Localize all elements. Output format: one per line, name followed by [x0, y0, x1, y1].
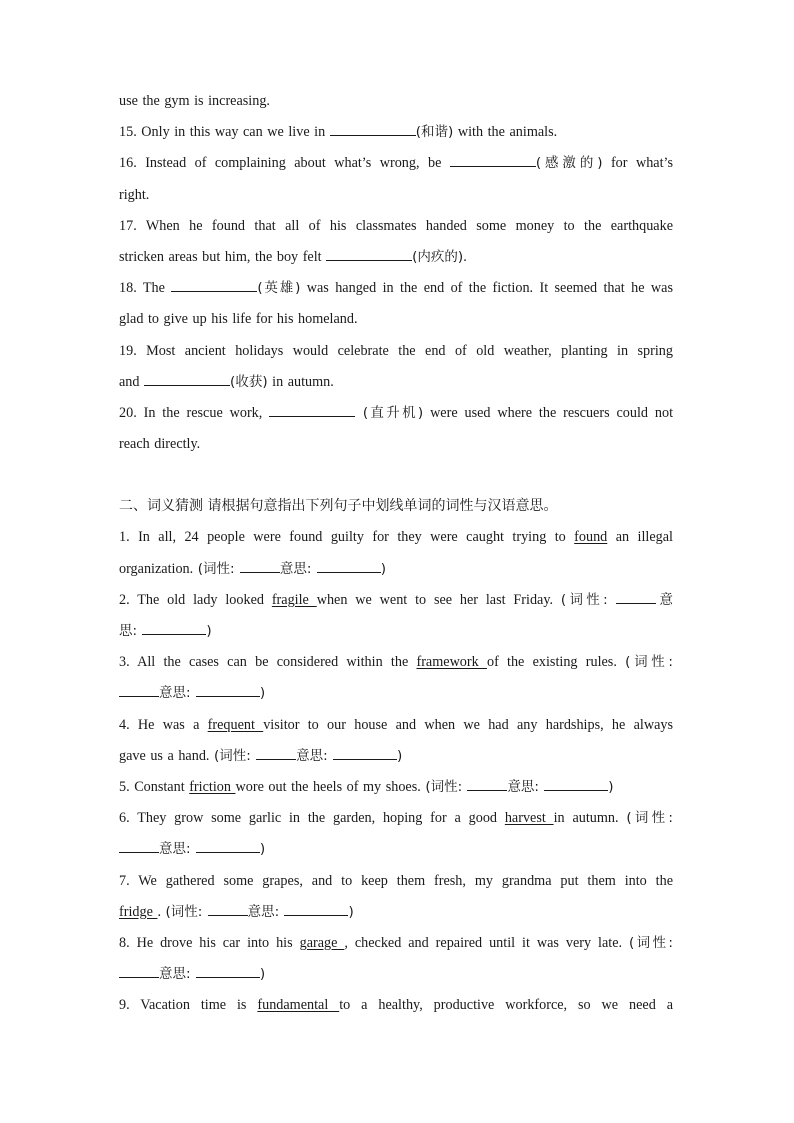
meaning-blank[interactable]: [196, 838, 260, 853]
meaning-blank[interactable]: [317, 558, 381, 573]
vocab-question-2: 2. The old lady looked fragile when we went to see her last Friday. (词性: 意: [119, 585, 673, 616]
answer-blank[interactable]: [326, 246, 412, 261]
underlined-word: found: [574, 529, 608, 546]
vocab-question-7-cont: fridge . (词性: 意思: ): [119, 897, 673, 928]
meaning-blank[interactable]: [333, 745, 397, 760]
pos-blank[interactable]: [119, 963, 159, 978]
question-17-cont: stricken areas but him, the boy felt (内疚的).: [119, 242, 673, 273]
text-line: use the gym is increasing.: [119, 93, 270, 109]
meaning-blank[interactable]: [196, 682, 260, 697]
vocab-question-5: 5. Constant friction wore out the heels of my shoes. (词性: 意思: ): [119, 772, 673, 803]
vocab-question-4: 4. He was a frequent visitor to our house and when we had any hardships, he always: [119, 716, 673, 733]
vocab-question-8: 8. He drove his car into his garage , checked and repaired until it was very late. (词性:: [119, 934, 673, 951]
question-16: 16. Instead of complaining about what’s wrong, be (感激的) for what’s: [119, 148, 673, 179]
question-19-cont: and (收获) in autumn.: [119, 367, 673, 398]
meaning-blank[interactable]: [284, 901, 348, 916]
pos-blank[interactable]: [467, 776, 507, 791]
question-18-cont: glad to give up his life for his homeland.: [119, 311, 358, 328]
pos-blank[interactable]: [240, 558, 280, 573]
underlined-word: friction: [189, 778, 236, 795]
answer-blank[interactable]: [144, 371, 230, 386]
underlined-word: framework: [416, 654, 487, 671]
answer-blank[interactable]: [450, 152, 536, 167]
vocab-question-6: 6. They grow some garlic in the garden, hoping for a good harvest in autumn. (词性:: [119, 810, 673, 827]
underlined-word: frequent: [207, 716, 264, 733]
vocab-question-1: 1. In all, 24 people were found guilty for they were caught trying to found an illegal: [119, 529, 673, 546]
answer-blank[interactable]: [269, 402, 355, 417]
vocab-question-3-cont: 意思: ): [119, 678, 673, 709]
vocab-question-3: 3. All the cases can be considered within the framework of the existing rules. (词性:: [119, 654, 673, 671]
question-17: 17. When he found that all of his classmates handed some money to the earthquake: [119, 217, 673, 234]
underlined-word: fundamental: [257, 997, 340, 1014]
vocab-question-1-cont: organization. (词性: 意思: ): [119, 554, 673, 585]
vocab-question-8-cont: 意思: ): [119, 959, 673, 990]
question-18: 18. The (英雄) was hanged in the end of the fiction. It seemed that he was: [119, 273, 673, 304]
question-20: 20. In the rescue work, (直升机) were used where the rescuers could not: [119, 398, 673, 429]
underlined-word: garage: [299, 934, 345, 951]
pos-blank[interactable]: [256, 745, 296, 760]
meaning-blank[interactable]: [196, 963, 260, 978]
pos-blank[interactable]: [208, 901, 248, 916]
underlined-word: fragile: [271, 591, 317, 608]
answer-blank[interactable]: [330, 121, 416, 136]
vocab-question-6-cont: 意思: ): [119, 834, 673, 865]
question-16-cont: right.: [119, 186, 150, 203]
pos-blank[interactable]: [119, 682, 159, 697]
meaning-blank[interactable]: [142, 620, 206, 635]
underlined-word: fridge: [119, 903, 158, 920]
meaning-blank[interactable]: [544, 776, 608, 791]
answer-blank[interactable]: [171, 277, 257, 292]
question-19: 19. Most ancient holidays would celebrate the end of old weather, planting in spring: [119, 342, 673, 359]
document-page: [119, 86, 673, 1021]
question-20-cont: reach directly.: [119, 436, 201, 453]
pos-blank[interactable]: [119, 838, 159, 853]
question-15: 15. Only in this way can we live in (和谐) with the animals.: [119, 117, 673, 148]
vocab-question-9: 9. Vacation time is fundamental to a healthy, productive workforce, so we need a: [119, 997, 673, 1014]
section-title: 二、词义猜测 请根据句意指出下列句子中划线单词的词性与汉语意思。: [119, 498, 558, 515]
vocab-question-4-cont: gave us a hand. (词性: 意思: ): [119, 741, 673, 772]
pos-blank[interactable]: [616, 589, 656, 604]
underlined-word: harvest: [504, 810, 554, 827]
vocab-question-7: 7. We gathered some grapes, and to keep them fresh, my grandma put them into the: [119, 872, 673, 889]
vocab-question-2-cont: 思: ): [119, 616, 673, 647]
